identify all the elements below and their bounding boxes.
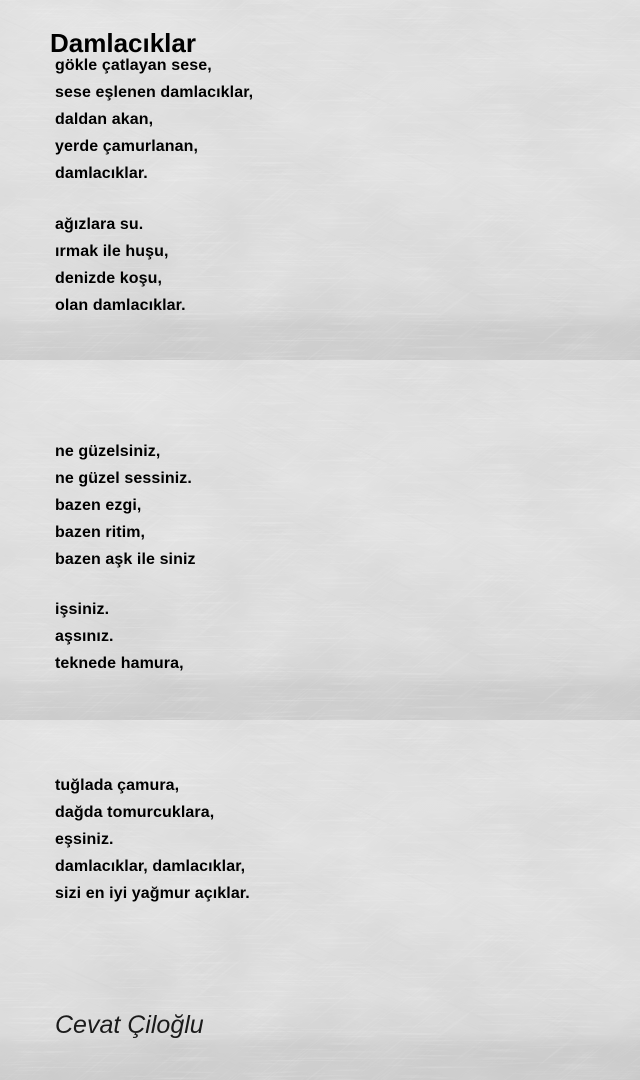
poem-line: bazen ritim,	[55, 524, 146, 541]
poem-line: işsiniz.	[55, 601, 110, 618]
poem-line: ne güzel sessiniz.	[55, 470, 192, 487]
poem-line: sizi en iyi yağmur açıklar.	[55, 885, 250, 902]
poem-line: damlacıklar.	[55, 165, 148, 182]
poem-line: ne güzelsiniz,	[55, 443, 161, 460]
poem-line: damlacıklar, damlacıklar,	[55, 858, 246, 875]
poem-line: tuğlada çamura,	[55, 777, 180, 794]
poem-line: olan damlacıklar.	[55, 297, 186, 314]
poem-line: gökle çatlayan sese,	[55, 57, 212, 74]
poem-line: denizde koşu,	[55, 270, 163, 287]
poem-line: sese eşlenen damlacıklar,	[55, 84, 254, 101]
poem-title: Damlacıklar	[50, 28, 196, 59]
poem-line: ağızlara su.	[55, 216, 144, 233]
poem-line: yerde çamurlanan,	[55, 138, 199, 155]
poem-line: aşsınız.	[55, 628, 114, 645]
poem-line: bazen aşk ile siniz	[55, 551, 196, 568]
stanza-2	[55, 211, 186, 319]
stanza-4	[55, 596, 184, 677]
stanza-5	[55, 772, 250, 907]
poem-line: bazen ezgi,	[55, 497, 142, 514]
stanza-1	[55, 52, 253, 187]
poem-line: ırmak ile huşu,	[55, 243, 169, 260]
poem-line: eşsiniz.	[55, 831, 114, 848]
poem-line: teknede hamura,	[55, 655, 184, 672]
poem-author: Cevat Çiloğlu	[55, 1011, 204, 1039]
poem-line: daldan akan,	[55, 111, 154, 128]
stanza-3	[55, 438, 196, 573]
poem-line: dağda tomurcuklara,	[55, 804, 215, 821]
